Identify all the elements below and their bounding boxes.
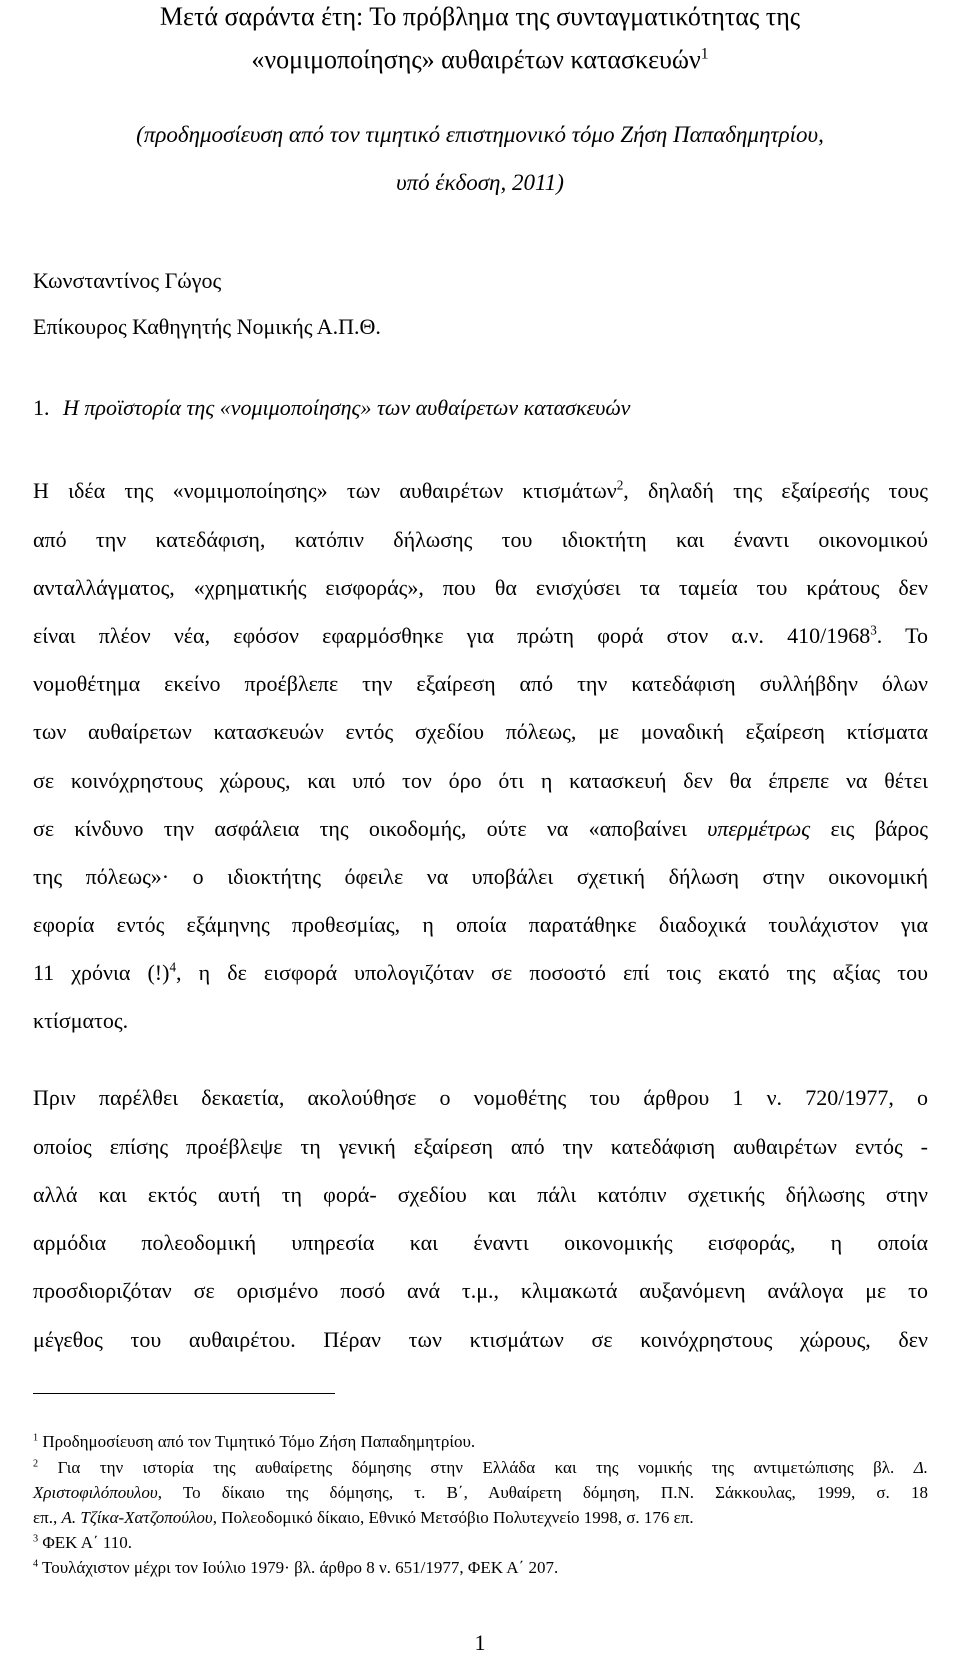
title-line-1: Μετά σαράντα έτη: Το πρόβλημα της συνταγματικότητας της [159, 2, 801, 31]
footnote-2-line-3: επ., Α. Τζίκα-Χατζοπούλου, Πολεοδομικό δίκαιο, Εθνικό Μετσόβιο Πολυτεχνείο 1998, σ. 176 επ. [33, 1508, 694, 1527]
footnote-separator [33, 1393, 335, 1394]
footnote-2-line-1: $^2$ Για την ιστορία της αυθαίρετης δόμησης στην Ελλάδα και της νομικής της αντιμετώπισης βλ. Δ. [33, 1458, 928, 1477]
footnote-3: $^3$ ΦΕΚ Α΄ 110. [33, 1533, 133, 1552]
title-line-2: «νομιμοποίησης» αυθαιρέτων κατασκευών$^1$ [251, 45, 709, 74]
p1-line-8: σε κίνδυνο την ασφάλεια της οικοδομής, ούτε να «αποβαίνει υπερμέτρως εις βάρος [33, 816, 928, 841]
section-heading [33, 395, 630, 421]
p2-line-1: Πριν παρέλθει δεκαετία, ακολούθησε ο νομοθέτης του άρθρου 1 ν. 720/1977, ο [33, 1085, 928, 1110]
p1-line-6: των αυθαίρετων κατασκευών εντός σχεδίου πόλεως, με μοναδική εξαίρεση κτίσματα [33, 719, 928, 744]
footnote-ref-3[interactable]: 3 [870, 622, 877, 638]
footnote-ref-1[interactable]: 1 [700, 45, 709, 63]
section-title: Η προϊστορία της «νομιμοποίησης» των αυθαίρετων κατασκευών [63, 395, 631, 420]
section-number: 1. [33, 395, 50, 420]
author-position: Επίκουρος Καθηγητής Νομικής Α.Π.Θ. [33, 314, 381, 339]
p2-line-2: οποίος επίσης προέβλεψε τη γενική εξαίρεση από την κατεδάφιση αυθαιρέτων εντός - [33, 1134, 928, 1159]
p1-line-7: σε κοινόχρηστους χώρους, και υπό τον όρο ότι η κατασκευή δεν θα έπρεπε να θέτει [33, 768, 928, 793]
p1-line-4: είναι πλέον νέα, εφόσον εφαρμόσθηκε για πρώτη φορά στον α.ν. 410/1968$^3$. Το [33, 622, 928, 648]
author-name: Κωνσταντίνος Γώγος [33, 268, 222, 293]
p1-line-10: εφορία εντός εξάμηνης προθεσμίας, η οποία παρατάθηκε διαδοχικά τουλάχιστον για [33, 912, 928, 937]
p1-line-5: νομοθέτημα εκείνο προέβλεπε την εξαίρεση από την κατεδάφιση συλλήβδην όλων [33, 671, 928, 696]
p1-line-3: ανταλλάγματος, «χρηματικής εισφοράς», που θα ενισχύσει τα ταμεία του κράτους δεν [33, 575, 928, 600]
p1-line-9: της πόλεως»· ο ιδιοκτήτης όφειλε να υποβάλει σχετική δήλωση στην οικονομική [33, 864, 928, 889]
subtitle-line-2: υπό έκδοση, 2011) [396, 170, 564, 195]
p2-line-4: αρμόδια πολεοδομική υπηρεσία και έναντι οικονομικής εισφοράς, η οποία [33, 1230, 928, 1255]
subtitle-line-1: (προδημοσίευση από τον τιμητικό επιστημονικό τόμο Ζήση Παπαδημητρίου, [136, 122, 824, 147]
p2-line-6: μέγεθος του αυθαιρέτου. Πέραν των κτισμάτων σε κοινόχρηστους χώρους, δεν [33, 1327, 928, 1352]
page-number: 1 [474, 1630, 486, 1655]
p1-line-2: από την κατεδάφιση, κατόπιν δήλωσης του ιδιοκτήτη και έναντι οικονομικού [33, 527, 928, 552]
footnote-ref-2[interactable]: 2 [616, 477, 624, 493]
p1-line-1: Η ιδέα της «νομιμοποίησης» των αυθαιρέτων κτισμάτων$^2$, δηλαδή της εξαίρεσής τους [33, 477, 928, 503]
footnote-ref-4[interactable]: 4 [169, 959, 177, 975]
footnote-1: $^1$ Προδημοσίευση από τον Τιμητικό Τόμο Ζήση Παπαδημητρίου. [33, 1432, 476, 1451]
footnote-2-line-2: Χριστοφιλόπουλου, Το δίκαιο της δόμησης, τ. Β΄, Αυθαίρετη δόμηση, Π.Ν. Σάκκουλας, 1999, σ. 18 [33, 1483, 928, 1502]
footnote-4: $^4$ Τουλάχιστον μέχρι τον Ιούλιο 1979· βλ. άρθρο 8 ν. 651/1977, ΦΕΚ Α΄ 207. [33, 1558, 559, 1577]
p2-line-3: αλλά και εκτός αυτή τη φορά- σχεδίου και πάλι κατόπιν σχετικής δήλωσης στην [33, 1182, 928, 1207]
p2-line-5: προσδιοριζόταν σε ορισμένο ποσό ανά τ.μ., κλιμακωτά αυξανόμενη ανάλογα με το [33, 1278, 928, 1303]
p1-line-12: κτίσματος. [33, 1008, 129, 1033]
p1-line-11: 11 χρόνια (!)$^4$, η δε εισφορά υπολογιζόταν σε ποσοστό επί τοις εκατό της αξίας του [33, 959, 928, 985]
